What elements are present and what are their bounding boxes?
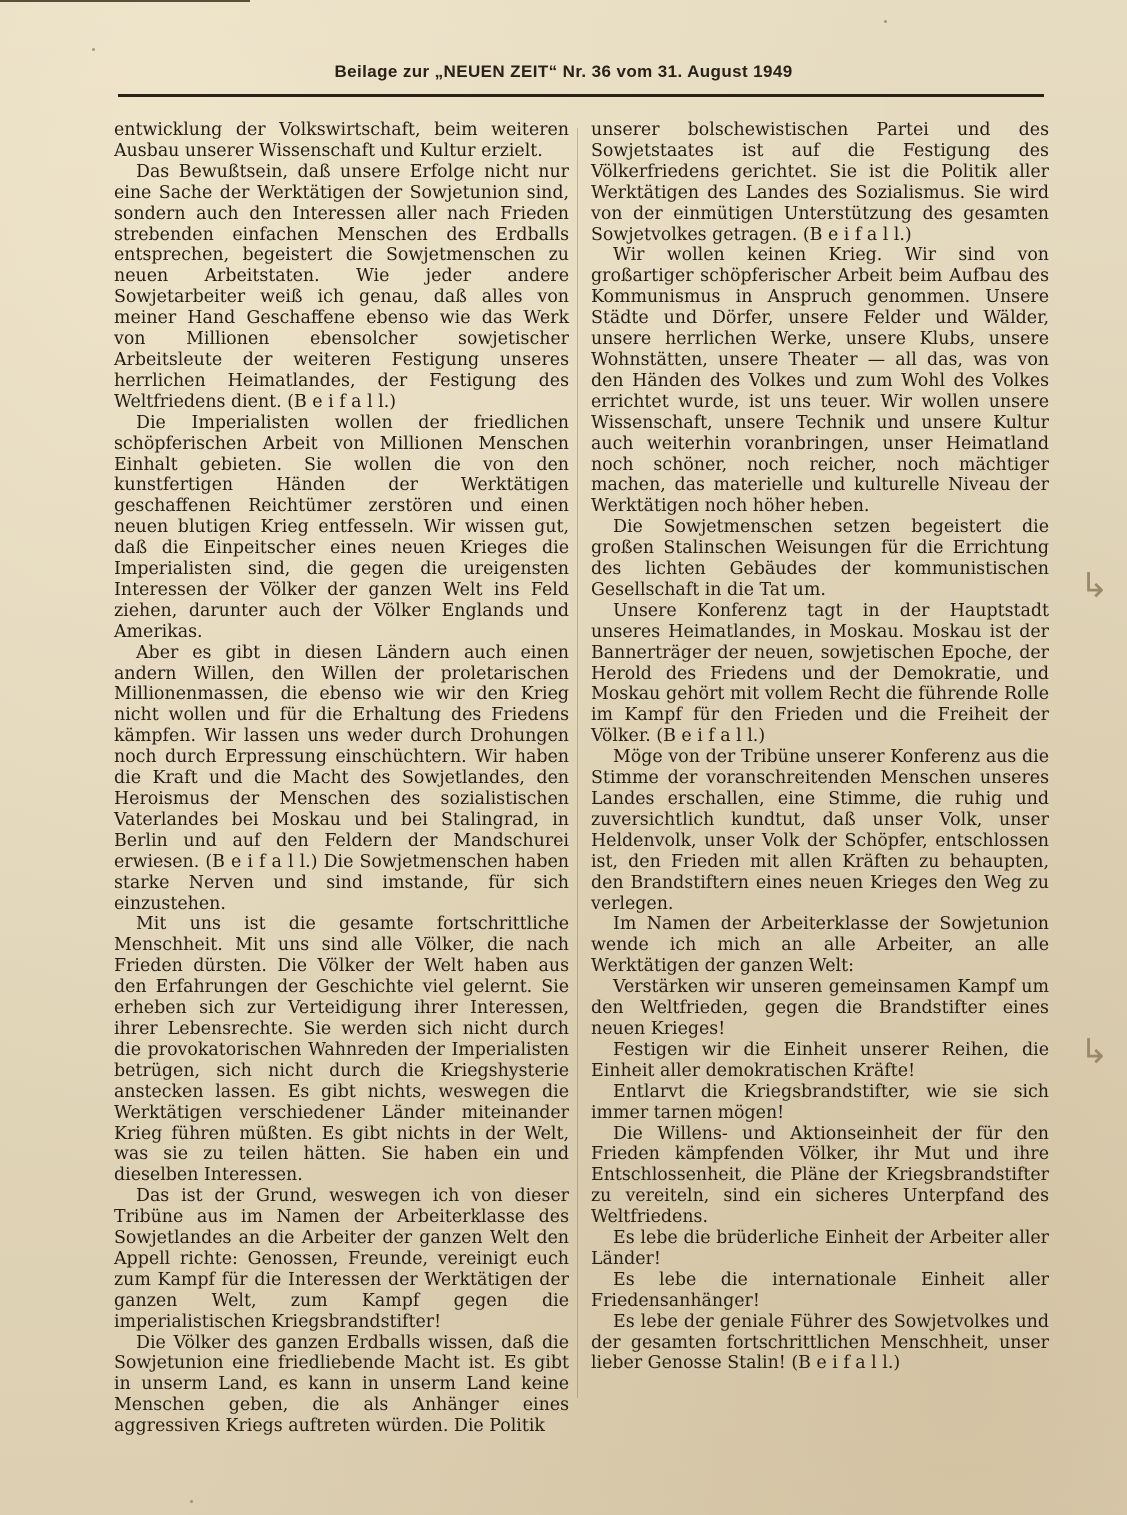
paragraph: Im Namen der Arbeiterklasse der Sowjetunion wende ich mich an alle Arbeiter, an alle Werktätigen der ganzen Welt: [591, 914, 1049, 977]
paragraph: Es lebe der geniale Führer des Sowjetvolkes und der gesamten fortschrittlichen Menschheit, unser lieber Genosse Stalin! (B e i f a l l.) [591, 1311, 1049, 1374]
paragraph: Die Sowjetmenschen setzen begeistert die großen Stalinschen Weisungen für die Errichtung des lichten Gebäudes der kommunistischen Gesellschaft in die Tat um. [591, 517, 1049, 600]
paragraph: Das ist der Grund, weswegen ich von dieser Tribüne aus im Namen der Arbeiterklasse des Sowjetlandes an die Arbeiter der ganzen Welt den Appell richte: Genossen, Freunde, vereinigt euch zum Kampf für die Interessen der Werktätigen der ganzen Welt, zum Kampf gegen die imperialistischen Kriegsbrandstifter! [114, 1186, 569, 1332]
binding-hole-mark: ↳ [1080, 566, 1109, 606]
paragraph: Es lebe die internationale Einheit aller Friedensanhänger! [591, 1269, 1049, 1311]
top-edge-rule [0, 0, 250, 2]
paragraph: entwicklung der Volkswirtschaft, beim weiteren Ausbau unserer Wissenschaft und Kultur erzielt. [114, 120, 569, 161]
right-column [591, 120, 1049, 1374]
paper-speck [190, 1500, 193, 1503]
paragraph: Das Bewußtsein, daß unsere Erfolge nicht nur eine Sache der Werktätigen der Sowjetunion sind, sondern auch den Interessen aller nach Frieden strebenden einfachen Menschen des Erdballs entsprechen, begeistert die Sowjetmenschen zu neuen Arbeitstaten. Wie jeder andere Sowjetarbeiter weiß ich genau, daß alles von meiner Hand Geschaffene ebenso wie das Werk von Millionen ebensolcher sowjetischer Arbeitsleute der weiteren Festigung unseres herrlichen Heimatlandes, der Festigung des Weltfriedens dient. (B e i f a l l.) [114, 161, 569, 412]
left-column [114, 120, 569, 1437]
paragraph: Möge von der Tribüne unserer Konferenz aus die Stimme der voranschreitenden Menschen unseres Landes erschallen, eine Stimme, die ruhig und zuversichtlich kundtut, daß unser Volk, unser Heldenvolk, unser Volk der Schöpfer, entschlossen ist, den Frieden mit allen Kräften zu behaupten, den Brandstiftern eines neuen Krieges den Weg zu verlegen. [591, 747, 1049, 914]
page-header: Beilage zur „NEUEN ZEIT“ Nr. 36 vom 31. August 1949 [334, 62, 793, 81]
paragraph: Wir wollen keinen Krieg. Wir sind von großartiger schöpferischer Arbeit beim Aufbau des Kommunismus in Anspruch genommen. Unsere Städte und Dörfer, unsere Felder und Wälder, unsere herrlichen Werke, unsere Klubs, unsere Wohnstätten, unsere Theater — all das, was von den Händen des Volkes und zum Wohl des Volkes errichtet wurde, ist uns teuer. Wir wollen unsere Wissenschaft, unsere Technik und unsere Kultur auch weiterhin voranbringen, unser Heimatland noch schöner, noch reicher, noch mächtiger machen, das materielle und kulturelle Niveau der Werktätigen noch höher heben. [591, 245, 1049, 517]
paper-speck [884, 20, 887, 23]
paragraph: unserer bolschewistischen Partei und des Sowjetstaates ist auf die Festigung des Völkerfriedens gerichtet. Sie ist die Politik aller Werktätigen des Landes des Sozialismus. Sie wird von der einmütigen Unterstützung des gesamten Sowjetvolkes getragen. (B e i f a l l.) [591, 120, 1049, 245]
binding-hole-mark: ↳ [1080, 1032, 1109, 1072]
paragraph: Mit uns ist die gesamte fortschrittliche Menschheit. Mit uns sind alle Völker, die nach Frieden dürsten. Die Völker der Welt haben aus den Erfahrungen der Geschichte viel gelernt. Sie erheben sich zur Verteidigung ihrer Interessen, ihrer Lebensrechte. Sie werden sich nicht durch die provokatorischen Wahnreden der Imperialisten betrügen, sich nicht durch die Kriegshysterie anstecken lassen. Es gibt nichts, weswegen die Werktätigen verschiedener Länder miteinander Krieg führen müßten. Es gibt nichts in der Welt, was sie zu teilen hätten. Sie haben ein und dieselben Interessen. [114, 914, 569, 1186]
paragraph: Entlarvt die Kriegsbrandstifter, wie sie sich immer tarnen mögen! [591, 1081, 1049, 1123]
paragraph: Verstärken wir unseren gemeinsamen Kampf um den Weltfrieden, gegen die Brandstifter eines neuen Krieges! [591, 977, 1049, 1039]
column-divider [577, 128, 578, 1398]
paragraph: Festigen wir die Einheit unserer Reihen, die Einheit aller demokratischen Kräfte! [591, 1039, 1049, 1081]
paragraph: Die Imperialisten wollen der friedlichen schöpferischen Arbeit von Millionen Menschen Einhalt gebieten. Sie wollen die von den kunstfertigen Händen der Werktätigen geschaffenen Reichtümer zerstören und einen neuen blutigen Krieg entfesseln. Wir wissen gut, daß die Einpeitscher eines neuen Krieges die Imperialisten sind, die gegen die ureigensten Interessen der Völker der ganzen Welt ins Feld ziehen, darunter auch der Völker Englands und Amerikas. [114, 412, 569, 642]
paper-speck [92, 48, 95, 51]
paragraph: Es lebe die brüderliche Einheit der Arbeiter aller Länder! [591, 1228, 1049, 1269]
paragraph: Aber es gibt in diesen Ländern auch einen andern Willen, den Willen der proletarischen Millionenmassen, die ebenso wie wir den Krieg nicht wollen und für die Erhaltung des Friedens kämpfen. Wir lassen uns weder durch Drohungen noch durch Erpressung einschüchtern. Wir haben die Kraft und die Macht des Sowjetlandes, den Heroismus der Menschen des sozialistischen Vaterlandes bei Moskau und bei Stalingrad, in Berlin und auf den Feldern der Mandschurei erwiesen. (B e i f a l l.) Die Sowjetmenschen haben starke Nerven und sind imstande, für sich einzustehen. [114, 642, 569, 914]
paragraph: Die Völker des ganzen Erdballs wissen, daß die Sowjetunion eine friedliebende Macht ist. Es gibt in unserm Land, es kann in unserm Land keine Menschen geben, die als Anhänger eines aggressiven Kriegs auftreten würden. Die Politik [114, 1332, 569, 1437]
paragraph: Die Willens- und Aktionseinheit der für den Frieden kämpfenden Völker, ihr Mut und ihre Entschlossenheit, die Pläne der Kriegsbrandstifter zu vereiteln, sind ein sicheres Unterpfand des Weltfriedens. [591, 1123, 1049, 1228]
header-rule [118, 94, 1044, 97]
paragraph: Unsere Konferenz tagt in der Hauptstadt unseres Heimatlandes, in Moskau. Moskau ist der Bannerträger der neuen, sowjetischen Epoche, der Herold des Friedens und der Demokratie, und Moskau gehört mit vollem Recht die führende Rolle im Kampf für den Frieden und die Freiheit der Völker. (B e i f a l l.) [591, 600, 1049, 747]
